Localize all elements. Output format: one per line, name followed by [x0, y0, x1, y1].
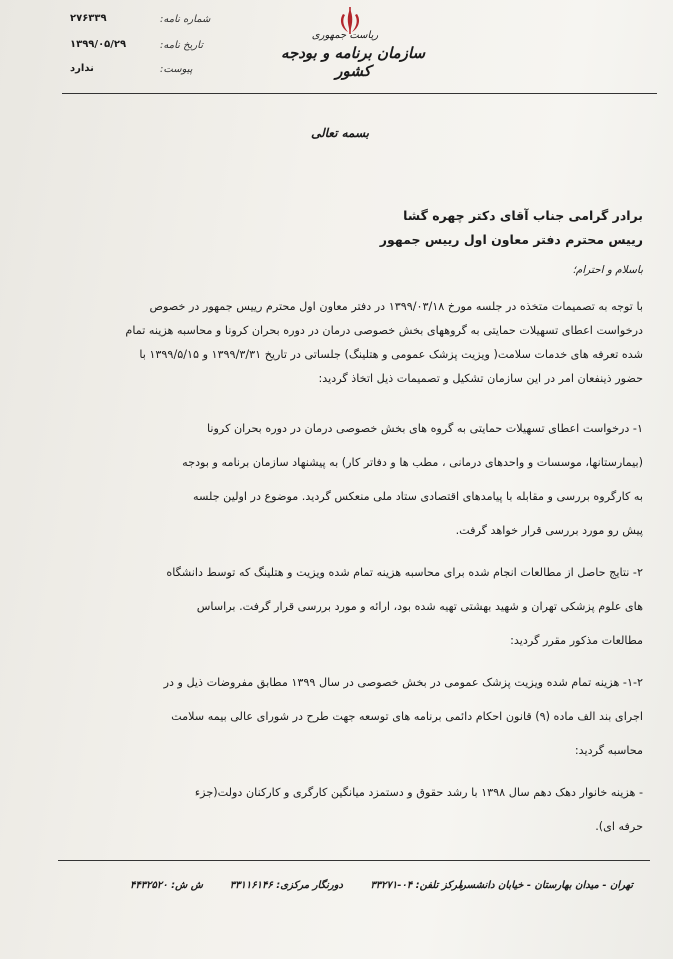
body-line: ۱-۲- هزینه تمام شده ویزیت پزشک عمومی در بخش خصوصی در سال ۱۳۹۹ مطابق مفروضات ذیل و در — [163, 676, 643, 689]
body-line: مطالعات مذکور مقرر گردید: — [510, 634, 643, 647]
letter-number-label: شماره نامه: — [160, 14, 211, 25]
body-line: شده تعرفه های خدمات سلامت( ویزیت پزشک عمومی و هتلینگ) جلساتی در تاریخ ۱۳۹۹/۳/۳۱ و ۱۳۹۹/۵/۱۵ با — [139, 348, 643, 361]
greeting: باسلام و احترام؛ — [572, 264, 643, 276]
body-line: - هزینه خانوار دهک دهم سال ۱۳۹۸ با رشد حقوق و دستمزد میانگین کارگری و کارکنان دولت(جزء — [194, 786, 643, 799]
body-line: حرفه ای). — [595, 820, 643, 833]
attachment-value: ندارد — [70, 63, 94, 74]
body-line: با توجه به تصمیمات متخذه در جلسه مورخ ۱۳۹۹/۰۳/۱۸ در دفتر معاون اول محترم رییس جمهور در خصوص — [149, 300, 643, 313]
body-line: های علوم پزشکی تهران و شهید بهشتی تهیه شده بود، ارائه و مورد بررسی قرار گرفت. براساس — [196, 600, 643, 613]
body-line: اجرای بند الف ماده (۹) قانون احکام دائمی برنامه های توسعه جهت طرح در شورای عالی بیمه سلامت — [171, 710, 643, 723]
footer-divider — [58, 860, 650, 861]
letter-number: ۲۷۶۳۳۹ — [70, 13, 107, 24]
body-line: حضور ذینفعان امر در این سازمان تشکیل و تصمیمات ذیل اتخاذ گردید: — [318, 372, 643, 385]
footer-fax: دورنگار مرکزی: ۳۳۱۱۶۱۴۶ — [229, 880, 343, 891]
body-line: به کارگروه بررسی و مقابله با پیامدهای اقتصادی ستاد ملی منعکس گردید. موضوع در اولین جلسه — [193, 490, 643, 503]
attachment-label: پیوست: — [160, 64, 193, 75]
org-subtitle: ریاست جمهوری — [311, 30, 379, 41]
footer-postal: ش ش: ۴۴۳۲۵۲۰ — [130, 880, 203, 891]
header-divider — [62, 93, 657, 94]
body-line: پیش رو مورد بررسی قرار خواهد گرفت. — [455, 524, 643, 537]
org-title: سازمان برنامه و بودجه کشور — [280, 44, 426, 80]
body-line: ۲- نتایج حاصل از مطالعات انجام شده برای محاسبه هزینه تمام شده ویزیت و هتلینگ که توسط دانشگاه — [166, 566, 643, 579]
letter-date-label: تاریخ نامه: — [160, 40, 203, 51]
letter-date: ۱۳۹۹/۰۵/۲۹ — [70, 39, 127, 50]
footer-address: تهران - میدان بهارستان - خیابان دانشسرا — [458, 880, 633, 891]
addressee-name: برادر گرامی جناب آقای دکتر چهره گشا — [403, 208, 643, 223]
body-line: محاسبه گردید: — [574, 744, 643, 757]
body-line: ۱- درخواست اعطای تسهیلات حمایتی به گروه های بخش خصوصی درمان در دوره بحران کرونا — [206, 422, 643, 435]
body-line: درخواست اعطای تسهیلات حمایتی به گروههای بخش خصوصی درمان در دوره بحران کرونا و محاسبه هزینه تمام — [125, 324, 643, 337]
footer-phone: مرکز تلفن: ۰۴-۳۳۲۷۱ — [370, 880, 463, 891]
bismillah: بسمه تعالی — [310, 126, 370, 140]
addressee-title: رییس محترم دفتر معاون اول رییس جمهور — [379, 232, 643, 247]
body-line: (بیمارستانها، موسسات و واحدهای درمانی ، مطب ها و دفاتر کار) به پیشنهاد سازمان برنامه و بودجه — [182, 456, 643, 469]
